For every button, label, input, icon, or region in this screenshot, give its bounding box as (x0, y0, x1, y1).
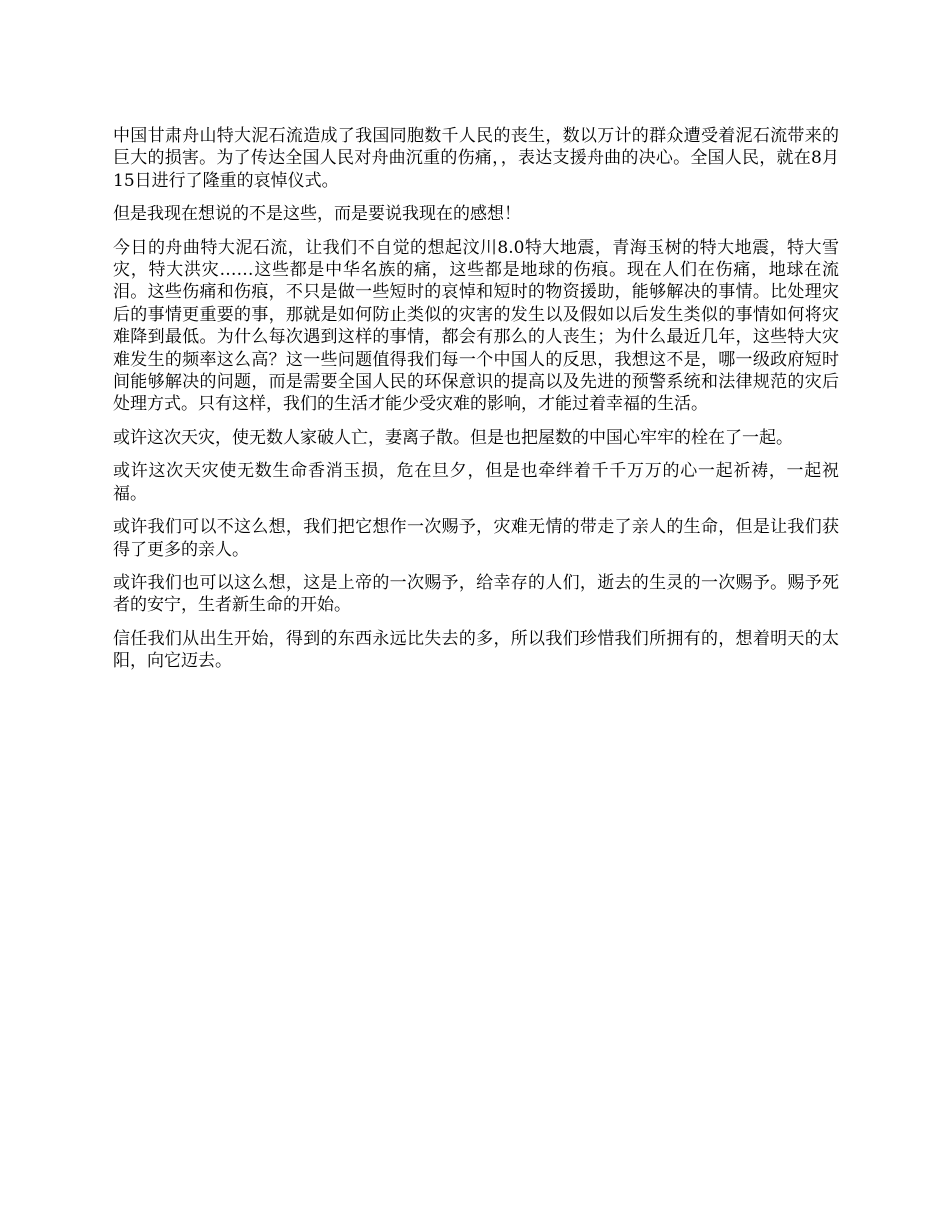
document-body (113, 125, 839, 684)
paragraph-4: 或许这次天灾，使无数人家破人亡，妻离子散。但是也把屋数的中国心牢牢的栓在了一起。 (113, 427, 793, 448)
paragraph-3: 今日的舟曲特大泥石流，让我们不自觉的想起汶川8.0特大地震，青海玉树的特大地震，特大雪灾，特大洪灾……这些都是中华名族的痛，这些都是地球的伤痕。现在人们在伤痛，地球在流泪。这些伤痛和伤痕，不只是做一些短时的哀悼和短时的物资援助，能够解决的事情。比处理灾后的事情更重要的事，那就是如何防止类似的灾害的发生以及假如以后发生类似的事情如何将灾难降到最低。为什么每次遇到这样的事情，都会有那么的人丧生；为什么最近几年，这些特大灾难发生的频率这么高？这一些问题值得我们每一个中国人的反思，我想这不是，哪一级政府短时间能够解决的问题，而是需要全国人民的环保意识的提高以及先进的预警系统和法律规范的灾后处理方式。只有这样，我们的生活才能少受灾难的影响，才能过着幸福的生活。 (113, 237, 839, 415)
paragraph-2: 但是我现在想说的不是这些，而是要说我现在的感想！ (113, 204, 521, 225)
paragraph-1: 中国甘肃舟山特大泥石流造成了我国同胞数千人民的丧生，数以万计的群众遭受着泥石流带来的巨大的损害。为了传达全国人民对舟曲沉重的伤痛，，表达支援舟曲的决心。全国人民，就在8月15日进行了隆重的哀悼仪式。 (113, 126, 839, 191)
paragraph-8: 信任我们从出生开始，得到的东西永远比失去的多，所以我们珍惜我们所拥有的，想着明天的太阳，向它迈去。 (113, 628, 839, 672)
paragraph-5: 或许这次天灾使无数生命香消玉损，危在旦夕，但是也牵绊着千千万万的心一起祈祷，一起祝福。 (113, 461, 839, 504)
paragraph-7: 或许我们也可以这么想，这是上帝的一次赐予，给幸存的人们，逝去的生灵的一次赐予。赐予死者的安宁，生者新生命的开始。 (113, 572, 839, 616)
paragraph-6: 或许我们可以不这么想，我们把它想作一次赐予，灾难无情的带走了亲人的生命，但是让我们获得了更多的亲人。 (113, 517, 839, 560)
